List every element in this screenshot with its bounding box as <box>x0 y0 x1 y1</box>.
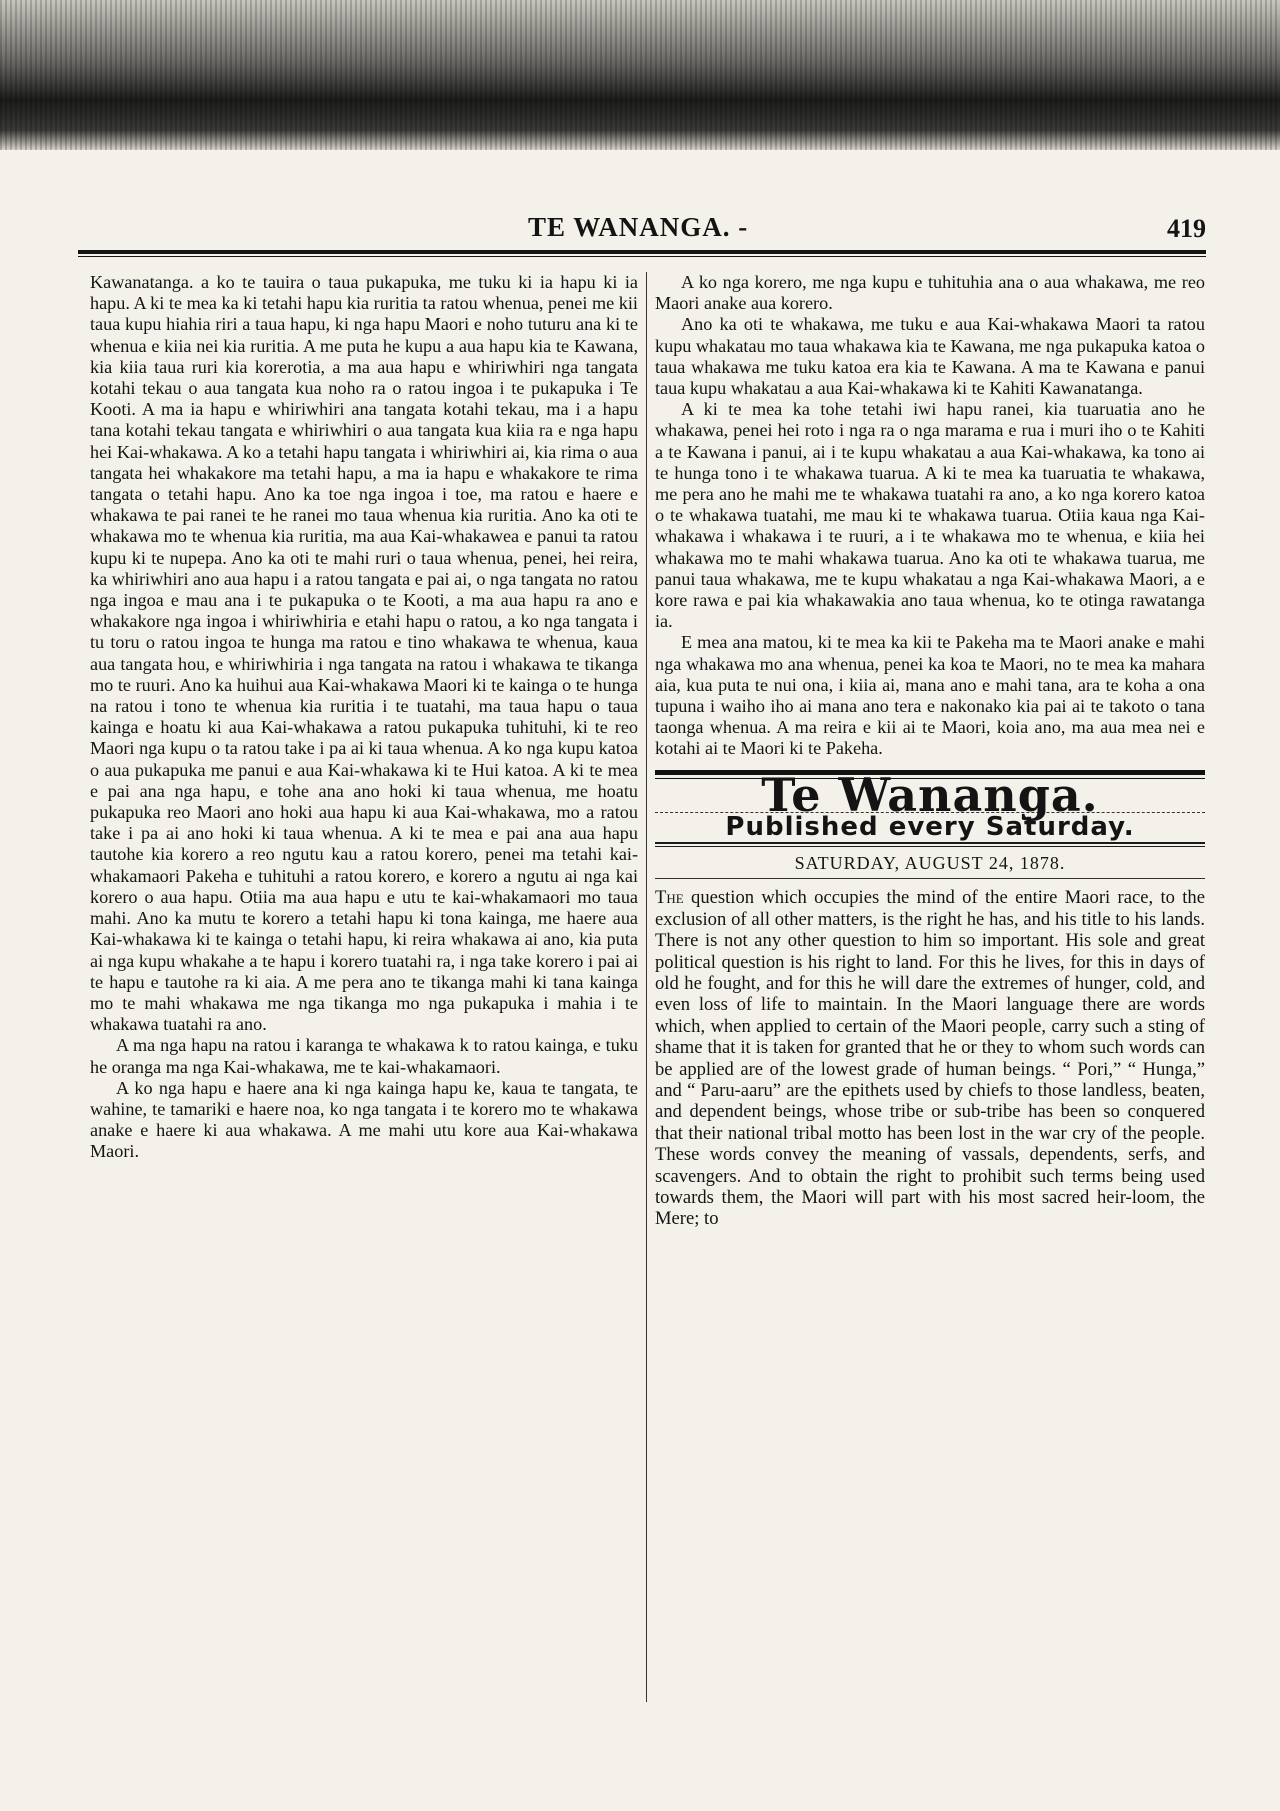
left-paragraph-2: A ma nga hapu na ratou i karanga te whakawa k to ratou kainga, e tuku he oranga ma nga Kai-whakawa, me te kai-whakamaori. <box>90 1035 638 1077</box>
left-paragraph-1: Kawanatanga. a ko te tauira o taua pukapuka, me tuku ki ia hapu ki ia hapu. A ki te mea ka ki tetahi hapu kia ruritia ta ratou whenua, penei me kii taua kupu hiahia riri a taua hapu, ki nga hapu Maori e noho tuturu ana ki te whenua e kiia nei kia ruritia. A me puta he kupu a aua hapu kia te Kawana, kia kiia taua ruri kia korerotia, a ma aua hapu e whiriwhiri nga tangata kotahi tekau o aua tangata kua noho ra o ratou ingoa i te pukapuka i Te Kooti. A ma ia hapu e whiriwhiri ana tangata kotahi tekau, ma i a hapu tana kotahi tekau tangata e whiriwhiri o aua tangata kua kiia ra e nga hapu hei Kai-whakawa. A ko a tetahi hapu tangata i whiriwhiri ai, kia rima o aua tangata hei whakakore ma tetahi hapu, a ma ia hapu e whakakore te rima tangata o tetahi hapu. Ano ka toe nga ingoa i toe, ma ratou e haere e whakawa te pai ranei te he ranei mo taua whenua kia ruritia. Ano ka oti te whakawa mo te whenua kia ruritia, ma aua Kai-whakawea e panui ta ratou kupu ki te nupepa. Ano ka oti te mahi ruri o taua whenua, penei, hei reira, ka whiriwhiri ano aua hapu i a ratou tangata e pai ai, o nga tangata no ratou nga ingoa e mau ana i te pukapuka o te Kooti, a ma aua hapu ra ano e whakakore nga ingoa i whiriwhiria e etahi hapu o ratou, a ko nga tangata i tu toru o ratou ingoa te hunga ma ratou e tino whakawa te whenua, kaua aua tangata hou, e whiriwhiria i nga tangata na ratou i whakawa te tikanga mo te ruuri. Ano ka huihui aua Kai-whakawa Maori ki te kainga o te hunga na ratou i tono te whenua kia ruritia i te tuatahi, ma taua hapu o taua kainga e hoatu ki aua Kai-whakawa a ratou pukapuka tuhituhi, ki te reo Maori nga kupu o ta ratou take i pa ai ki taua whenua. A ko nga kupu katoa o aua pukapuka me panui e aua Kai-whakawa ki te Hui katoa. A ki te mea e pai ana nga hapu, e tohe ana ano hoki ki taua whenua, me hoatu pukapuka reo Maori ano hoki aua hapu ki aua Kai-whakawa, mo a ratou take i pa ai ano hoki ki taua whenua. A ki te mea e pai ana aua hapu tautohe kia korero a reo ngutu kau a ratou korero, penei ma tetahi kai-whakamaori Pakeha e tuhituhi a ratou korero, e korero a ngutu ai nga kai korero o aua hapu. Otiia ma aua hapu e utu te kai-whakamaori mo taua mahi. Ano ka mutu te korero a tetahi hapu ki tona kainga, me haere aua Kai-whakawa ki te kainga o tetahi hapu, ki reira whakawa ai ano, kia puta ai nga kupu whakahe a te hapu i korero tuatahi ra, i nga take korero i pai ai te hapu e tautohe ra ki aia. A me pera ano te tikanga mahi ki tana kainga mo te mahi whakawa me nga tikanga mo nga pukapuka i mahia i te whakawa tuatahi ra ano. <box>90 272 638 1035</box>
date-rule <box>655 878 1205 879</box>
editorial-first-word: The <box>655 887 684 909</box>
running-title: TE WANANGA. - <box>528 212 749 242</box>
right-paragraph-2: Ano ka oti te whakawa, me tuku e aua Kai-whakawa Maori ta ratou kupu whakatau mo taua whakawa kia te Kawana, me nga pukapuka katoa o taua whakawa me tuku katoa era kia te Kawana. A ma te Kawana e panui taua kupu whakatau a aua Kai-whakawa ki te Kahiti Kawanatanga. <box>655 314 1205 399</box>
right-column <box>655 272 1205 1230</box>
left-column <box>90 272 638 1163</box>
published-line: Published every Saturday. <box>725 811 1135 842</box>
published-rule <box>655 842 1205 847</box>
editorial-text: question which occupies the mind of the entire Maori race, to the exclusion of all other matters, is the right he has, and his title to his lands. There is not any other question to him so important. His sole and great political question is his right to land. For this he lives, for this in days of old he fought, and for this he will dare the extremes of hunger, cold, and even loss of life to maintain. In the Maori language there are words which, when applied to certain of the Maori people, carry such a sting of shame that it is taken for granted that he or they to whom such words can be applied are of the lowest grade of human beings. “ Pori,” “ Hunga,” and “ Paru-aaru” are the epithets used by chiefs to those landless, beaten, and dependent beings, whose tribe or sub-tribe has been so conquered that their national tribal motto has been lost in the war cry of the people. These words convey the meaning of vassals, dependents, serfs, and scavengers. And to obtain the right to prohibit such terms being used towards them, the Maori will part with his most sacred heir-loom, the Mere; to <box>655 887 1205 1230</box>
column-divider <box>646 272 647 1702</box>
header-rule <box>78 250 1206 257</box>
right-paragraph-3: A ki te mea ka tohe tetahi iwi hapu ranei, kia tuaruatia ano he whakawa, penei hei roto i nga ra o nga marama e rua i muri iho o te Kahiti a te Kawana i panui, ai i te kupu whakatau a aua Kai-whakawa, ka tono ai te hunga tono i te whakawa tuarua. A ki te mea ka tuaruatia te whakawa, me pera ano he mahi me te whakawa tuatahi ra ano, a ko nga korero katoa o te whakawa tuatahi, me mau ki te whakawa tuarua. Otiia kaua nga Kai-whakawa i whakawa i te ruuri, a i te whakawa mo te whenua, e kiia hei whakawa mo te mahi whakawa tuarua. Ano ka oti te whakawa tuarua, me panui taua whakawa, me te kupu whakatau a nga Kai-whakawa Maori, a e kore rawa e pai kia whakawakia ano taua whenua, ko te otinga rawatanga ia. <box>655 399 1205 632</box>
page-number: 419 <box>1167 214 1206 243</box>
editorial-paragraph <box>655 887 1205 1230</box>
masthead-title: Te Wananga. <box>761 767 1099 822</box>
left-paragraph-3: A ko nga hapu e haere ana ki nga kainga hapu ke, kaua te tangata, te wahine, te tamariki e haere noa, ko nga tangata i te korero mo te whakawa anake e haere ki aua whakawa. A me mahi utu kore aua Kai-whakawa Maori. <box>90 1077 638 1162</box>
right-paragraph-1: A ko nga korero, me nga kupu e tuhituhia ana o aua whakawa, me reo Maori anake aua korero. <box>655 272 1205 314</box>
scan-top-border <box>0 0 1280 150</box>
issue-date: SATURDAY, AUGUST 24, 1878. <box>794 853 1066 874</box>
right-paragraph-4: E mea ana matou, ki te mea ka kii te Pakeha ma te Maori anake e mahi nga whakawa mo ana whenua, penei ka koa te Maori, no te mea ka mahara aia, kua puta te nui ona, i kiia ai, mana ano e mahi tana, ara te koha a ona tupuna i waiho iho ai mana ano tera e nakonako kia pai ai te takoto o tana taonga whenua. A ma reira e kii ai te Maori, koia ano, ma aua mea nei e kotahi ai te Maori ki te Pakeha. <box>655 632 1205 759</box>
